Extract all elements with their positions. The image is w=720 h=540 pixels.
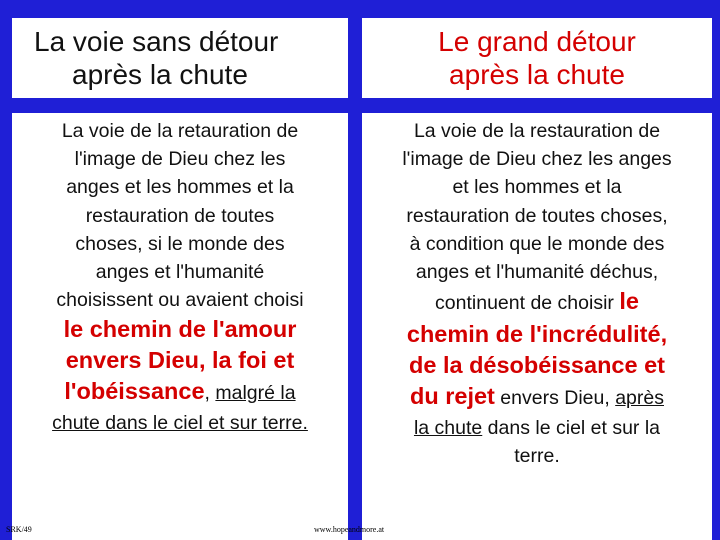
right-body-line: anges et l'humanité déchus, (415, 261, 659, 284)
right-line7-plain: continuent de choisir (435, 292, 620, 315)
right-title-line-1: Le grand détour (438, 26, 636, 57)
right-line7-red: le (619, 288, 639, 315)
right-tail-2: terre. (514, 445, 560, 468)
footer-left-label: SRK/49 (6, 525, 32, 534)
left-body-line: l'image de Dieu chez les (74, 148, 286, 171)
right-title-line-2: après la chute (449, 59, 625, 90)
right-body-line: La voie de la restauration de (413, 120, 661, 142)
left-title-line-1: La voie sans détour (34, 26, 279, 57)
left-comma: , (204, 382, 216, 405)
right-body-box (362, 113, 712, 540)
right-red-last: du rejet (410, 383, 495, 410)
right-red-mixed-line (362, 381, 712, 414)
right-body-line: l'image de Dieu chez les anges (402, 148, 672, 171)
right-red-line: chemin de l'incrédulité, (406, 321, 668, 348)
left-body-line: La voie de la retauration de (61, 120, 299, 142)
right-body-line: restauration de toutes choses, (406, 204, 668, 227)
right-body-line: à condition que le monde des (409, 232, 665, 255)
right-body-line: et les hommes et la (452, 176, 622, 199)
left-body-line: choses, si le monde des (75, 232, 285, 255)
left-last-line: chute dans le ciel et sur terre. (52, 412, 308, 435)
left-body-line: anges et les hommes et la (66, 176, 294, 199)
right-title-box (362, 18, 712, 98)
left-red-line: envers Dieu, la foi et (65, 347, 295, 374)
left-body-line: choisissent ou avaient choisi (56, 289, 304, 312)
left-red-word: l'obéissance (64, 378, 205, 405)
right-body-text (362, 113, 712, 471)
left-underlined-text: malgré la (215, 382, 296, 405)
left-title-box (12, 18, 348, 98)
left-red-line: le chemin de l'amour (63, 316, 297, 343)
left-body-box (12, 113, 348, 540)
left-title (12, 18, 348, 91)
left-body-line: anges et l'humanité (95, 261, 265, 284)
right-red-line: de la désobéissance et (408, 352, 665, 379)
left-body-text (12, 113, 348, 438)
right-tail-line (362, 414, 712, 442)
right-mixed-line (362, 286, 712, 319)
footer-url: www.hopeandmore.at (314, 525, 385, 534)
left-title-line-2: après la chute (72, 59, 248, 90)
left-red-mixed-line (12, 376, 348, 409)
right-underlined-1: après (615, 387, 664, 410)
right-underlined-2: la chute (413, 417, 483, 440)
left-body-line: restauration de toutes (85, 204, 275, 227)
right-after-red: envers Dieu, (494, 387, 616, 410)
right-tail-1: dans le ciel et sur la (482, 417, 661, 440)
right-title (362, 18, 712, 91)
